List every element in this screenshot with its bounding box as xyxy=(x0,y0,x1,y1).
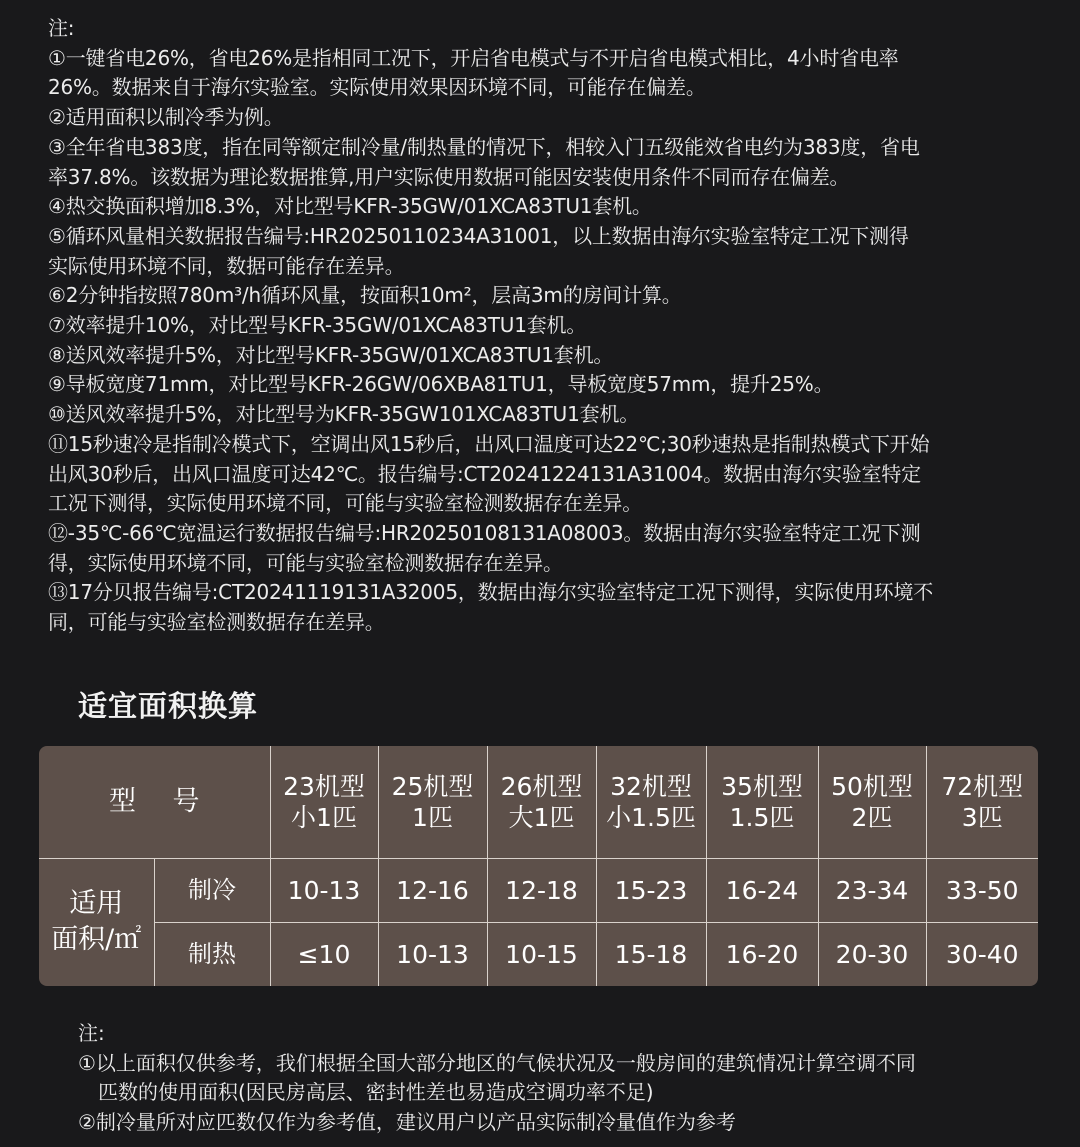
note-line: 率37.8%。该数据为理论数据推算,用户实际使用数据可能因安装使用条件不同而存在偏差。 xyxy=(48,164,850,189)
note-line: 工况下测得，实际使用环境不同，可能与实验室检测数据存在差异。 xyxy=(48,491,642,516)
cooling-value: 33-50 xyxy=(926,858,1038,922)
model-hp: 1匹 xyxy=(412,802,453,832)
cooling-value: 16-24 xyxy=(706,858,818,922)
model-hp: 大1匹 xyxy=(508,802,575,832)
area-conversion-table xyxy=(39,746,1038,986)
note-line: 同，可能与实验室检测数据存在差异。 xyxy=(48,610,385,635)
area-header-line2: 面积/㎡ xyxy=(51,924,142,955)
heating-label: 制热 xyxy=(154,922,270,986)
model-type: 35机型 xyxy=(721,771,803,801)
model-hp: 1.5匹 xyxy=(729,802,795,832)
heating-value: 16-20 xyxy=(706,922,818,986)
note-line: ⑬17分贝报告编号:CT20241119131A32005，数据由海尔实验室特定工况下测得，实际使用环境不 xyxy=(48,580,934,605)
footer-line: ②制冷量所对应匹数仅作为参考值，建议用户以产品实际制冷量值作为参考 xyxy=(78,1109,736,1134)
heating-value: 15-18 xyxy=(596,922,706,986)
model-hp: 小1.5匹 xyxy=(606,802,696,832)
note-line: ⑥2分钟指按照780m³/h循环风量，按面积10m²，层高3m的房间计算。 xyxy=(48,283,682,308)
note-line: ⑨导板宽度71mm，对比型号KFR-26GW/06XBA81TU1，导板宽度57mm，提升25%。 xyxy=(48,372,834,397)
note-line: ②适用面积以制冷季为例。 xyxy=(48,105,284,130)
model-cell xyxy=(270,746,378,858)
model-type: 72机型 xyxy=(941,771,1024,801)
section-title: 适宜面积换算 xyxy=(78,689,259,723)
cooling-value: 10-13 xyxy=(270,858,378,922)
disclaimer-notes xyxy=(48,14,1048,638)
note-line: ③全年省电383度，指在同等额定制冷量/制热量的情况下，相较入门五级能效省电约为383度，省电 xyxy=(48,134,920,159)
model-header: 型 号 xyxy=(39,746,270,858)
table-header-row xyxy=(39,746,1038,858)
cooling-value: 15-23 xyxy=(596,858,706,922)
heating-value: 10-15 xyxy=(487,922,596,986)
note-line: ①一键省电26%，省电26%是指相同工况下，开启省电模式与不开启省电模式相比，4小时省电率 xyxy=(48,45,899,70)
area-header-line1: 适用 xyxy=(69,888,124,919)
cooling-label: 制冷 xyxy=(154,858,270,922)
note-line: ⑩送风效率提升5%，对比型号为KFR-35GW101XCA83TU1套机。 xyxy=(48,402,639,427)
model-type: 25机型 xyxy=(391,771,474,801)
cooling-value: 23-34 xyxy=(818,858,926,922)
footer-heading: 注: xyxy=(78,1021,105,1045)
note-line: 得，实际使用环境不同，可能与实验室检测数据存在差异。 xyxy=(48,550,563,575)
model-cell xyxy=(706,746,818,858)
model-type: 26机型 xyxy=(500,771,583,801)
footer-line: ①以上面积仅供参考，我们根据全国大部分地区的气候状况及一般房间的建筑情况计算空调不同 xyxy=(78,1050,916,1075)
model-hp: 3匹 xyxy=(961,802,1003,832)
note-line: 实际使用环境不同，数据可能存在差异。 xyxy=(48,253,405,278)
heating-value: ≤10 xyxy=(270,922,378,986)
table-row-heating xyxy=(39,922,1038,986)
model-hp: 小1匹 xyxy=(291,802,357,832)
footer-line: 匹数的使用面积(因民房高层、密封性差也易造成空调功率不足) xyxy=(98,1080,654,1104)
note-line: ④热交换面积增加8.3%，对比型号KFR-35GW/01XCA83TU1套机。 xyxy=(48,194,652,219)
footer-notes xyxy=(78,1019,1038,1137)
model-cell xyxy=(596,746,706,858)
area-table xyxy=(39,746,1038,986)
model-cell xyxy=(926,746,1038,858)
model-type: 50机型 xyxy=(831,771,913,801)
cooling-value: 12-18 xyxy=(487,858,596,922)
note-line: ⑧送风效率提升5%，对比型号KFR-35GW/01XCA83TU1套机。 xyxy=(48,342,614,367)
model-type: 23机型 xyxy=(283,771,365,801)
note-line: ⑪15秒速冷是指制冷模式下，空调出风15秒后，出风口温度可达22℃;30秒速热是指制热模式下开始 xyxy=(48,431,930,456)
area-header xyxy=(39,858,154,986)
heating-value: 30-40 xyxy=(926,922,1038,986)
note-line: ⑫-35℃-66℃宽温运行数据报告编号:HR20250108131A08003。数据由海尔实验室特定工况下测 xyxy=(48,520,921,545)
heating-value: 20-30 xyxy=(818,922,926,986)
note-line: 出风30秒后，出风口温度可达42℃。报告编号:CT20241224131A31004。数据由海尔实验室特定 xyxy=(48,461,921,486)
heating-value: 10-13 xyxy=(378,922,487,986)
note-line: ⑦效率提升10%，对比型号KFR-35GW/01XCA83TU1套机。 xyxy=(48,313,587,338)
model-hp: 2匹 xyxy=(851,802,893,832)
table-row-cooling xyxy=(39,858,1038,922)
cooling-value: 12-16 xyxy=(378,858,487,922)
note-line: ⑤循环风量相关数据报告编号:HR20250110234A31001，以上数据由海尔实验室特定工况下测得 xyxy=(48,223,909,248)
note-line: 26%。数据来自于海尔实验室。实际使用效果因环境不同，可能存在偏差。 xyxy=(48,75,706,100)
model-type: 32机型 xyxy=(610,771,692,801)
model-cell xyxy=(818,746,926,858)
notes-heading: 注: xyxy=(48,16,75,40)
model-cell xyxy=(378,746,487,858)
model-cell xyxy=(487,746,596,858)
